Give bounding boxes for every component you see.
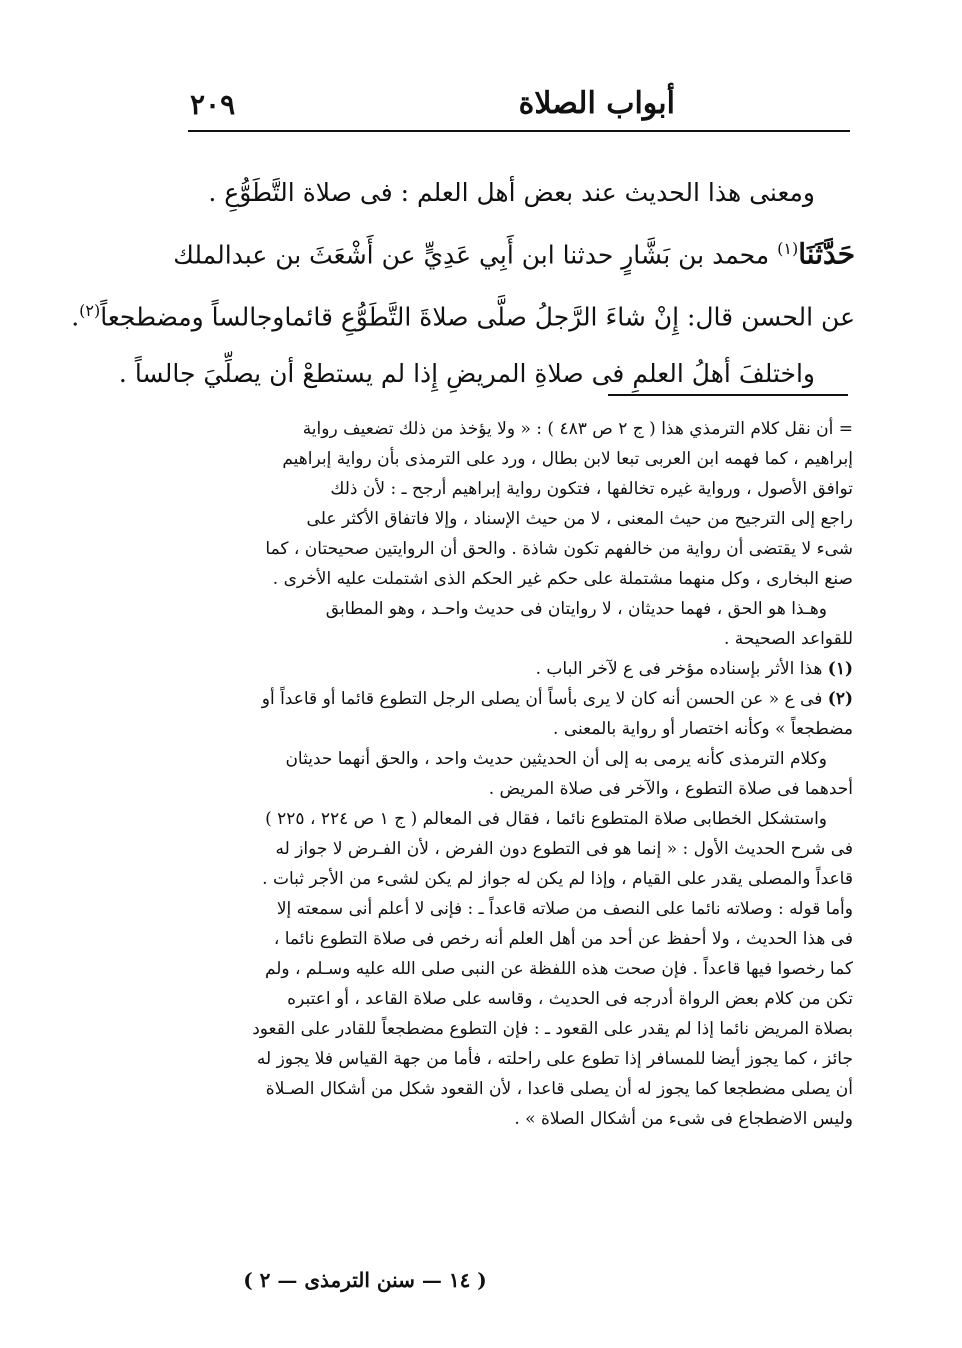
signature-mark: ( ١٤ — سنن الترمذى — ٢ ) bbox=[243, 1268, 487, 1292]
footnotes bbox=[188, 414, 853, 1134]
note-line: وأما قوله : وصلاته نائما على النصف من صلاته قاعداً ـ : فإنى لا أعلم أنى سمعته إلا bbox=[276, 899, 853, 919]
note-line: جائز ، كما يجوز أيضا للمسافر إذا تطوع على راحلته ، فأما من جهة القياس فلا يجوز له bbox=[256, 1049, 853, 1069]
note-line: وهـذا هو الحق ، فهما حديثان ، لا روايتان فى حديث واحـد ، وهو المطابق bbox=[325, 599, 827, 619]
note-line: فى هذا الحديث ، ولا أحفظ عن أحد من أهل العلم أنه رخص فى صلاة التطوع نائما ، bbox=[273, 929, 853, 949]
main-line: واختلفَ أهلُ العلمِ فى صلاةِ المريضِ إِذا لم يستطعْ أن يصلِّيَ جالساً . bbox=[118, 358, 815, 388]
main-text bbox=[71, 165, 855, 402]
note-line: = أن نقل كلام الترمذي هذا ( ج ٢ ص ٤٨٣ ) : « ولا يؤخذ من ذلك تضعيف رواية bbox=[302, 419, 853, 439]
page-number: ٢٠٩ bbox=[190, 88, 236, 121]
footnote-2 bbox=[188, 684, 853, 714]
note-line: أن يصلى مضطجعا كما يجوز له أن يصلى قاعدا ، لأن القعود شكل من أشكال الصـلاة bbox=[265, 1079, 853, 1099]
main-line: عن الحسن قال: إِنْ شاءَ الرَّجلُ صلَّى صلاةَ التَّطَوُّعِ قائماوجالساً ومضطجعاً$^{(٢)}$. bbox=[71, 301, 855, 332]
footnote-ref-2: (٢) bbox=[79, 301, 101, 321]
note-line: صنع البخارى ، وكل منهما مشتملة على حكم غير الحكم الذى اشتملت عليه الأخرى . bbox=[272, 569, 853, 589]
note-line: وكلام الترمذى كأنه يرمى به إلى أن الحديثين حديث واحد ، والحق أنهما حديثان bbox=[285, 749, 827, 769]
note-line: للقواعد الصحيحة . bbox=[723, 629, 853, 649]
note-line: توافق الأصول ، ورواية غيره تخالفها ، فتكون رواية إبراهيم أرجح ـ : لأن ذلك bbox=[330, 479, 853, 499]
note-line: أحدهما فى صلاة التطوع ، والآخر فى صلاة المريض . bbox=[488, 779, 853, 799]
header-rule bbox=[188, 130, 850, 132]
footnote-text: فى ع « عن الحسن أنه كان لا يرى بأساً أن يصلى الرجل التطوع قائما أو قاعداً أو bbox=[261, 689, 823, 709]
isnad-text: محمد بن بَشَّارٍ حدثنا ابن أَبِي عَدِيٍّ عن أَشْعَثَ بن عبدالملك bbox=[173, 240, 770, 270]
running-header bbox=[190, 82, 850, 126]
footnote-ref-1: (١) bbox=[777, 239, 799, 258]
note-line: إبراهيم ، كما فهمه ابن العربى تبعا لابن بطال ، ورد على الترمذى بأن رواية إبراهيم bbox=[282, 449, 853, 469]
footnote-1 bbox=[188, 654, 853, 684]
note-line: كما رخصوا فيها قاعداً . فإن صحت هذه اللفظة عن النبى صلى الله عليه وسـلم ، ولم bbox=[264, 959, 853, 979]
hadith-line bbox=[173, 221, 855, 283]
note-line: تكن من كلام بعض الرواة أدرجه فى الحديث ، وقاسه على صلاة القاعد ، أو اعتبره bbox=[287, 989, 853, 1009]
note-line: راجع إلى الترجيح من حيث المعنى ، لا من حيث الإسناد ، وإلا فاتفاق الأكثر على bbox=[306, 509, 853, 529]
haddathana-word: حَدَّثَنَا bbox=[798, 237, 855, 271]
note-line: فى شرح الحديث الأول : « إنما هو فى التطوع دون الفرض ، لأن الفـرض لا جواز له bbox=[275, 839, 853, 859]
note-line: شىء لا يقتضى أن رواية من خالفهم تكون شاذة . والحق أن الروايتين صحيحتان ، كما bbox=[265, 539, 853, 559]
footnote-rule bbox=[608, 394, 848, 396]
chapter-title: أبواب الصلاة bbox=[518, 86, 675, 121]
note-line: بصلاة المريض نائما إذا لم يقدر على القعود ـ : فإن التطوع مضطجعاً للقادر على القعود bbox=[252, 1019, 853, 1039]
note-line: قاعداً والمصلى يقدر على القيام ، وإذا لم يكن له جواز لم يكن لشىء من الأجر ثبات . bbox=[262, 869, 853, 889]
note-line: واستشكل الخطابى صلاة المتطوع نائما ، فقال فى المعالم ( ج ١ ص ٢٢٤ ، ٢٢٥ ) bbox=[265, 809, 827, 829]
note-line: مضطجعاً » وكأنه اختصار أو رواية بالمعنى . bbox=[553, 719, 853, 739]
footnote-number: (٢) bbox=[827, 689, 853, 709]
main-line: ومعنى هذا الحديث عند بعض أهل العلم : فى صلاة التَّطَوُّعِ . bbox=[208, 178, 815, 207]
matn-text: عن الحسن قال: إِنْ شاءَ الرَّجلُ صلَّى صلاةَ التَّطَوُّعِ قائماوجالساً ومضطجعاً bbox=[100, 302, 855, 332]
footnote-text: هذا الأثر بإسناده مؤخر فى ع لآخر الباب . bbox=[535, 659, 823, 679]
footnote-number: (١) bbox=[827, 659, 853, 679]
note-line: وليس الاضطجاع فى شىء من أشكال الصلاة » . bbox=[514, 1109, 853, 1129]
